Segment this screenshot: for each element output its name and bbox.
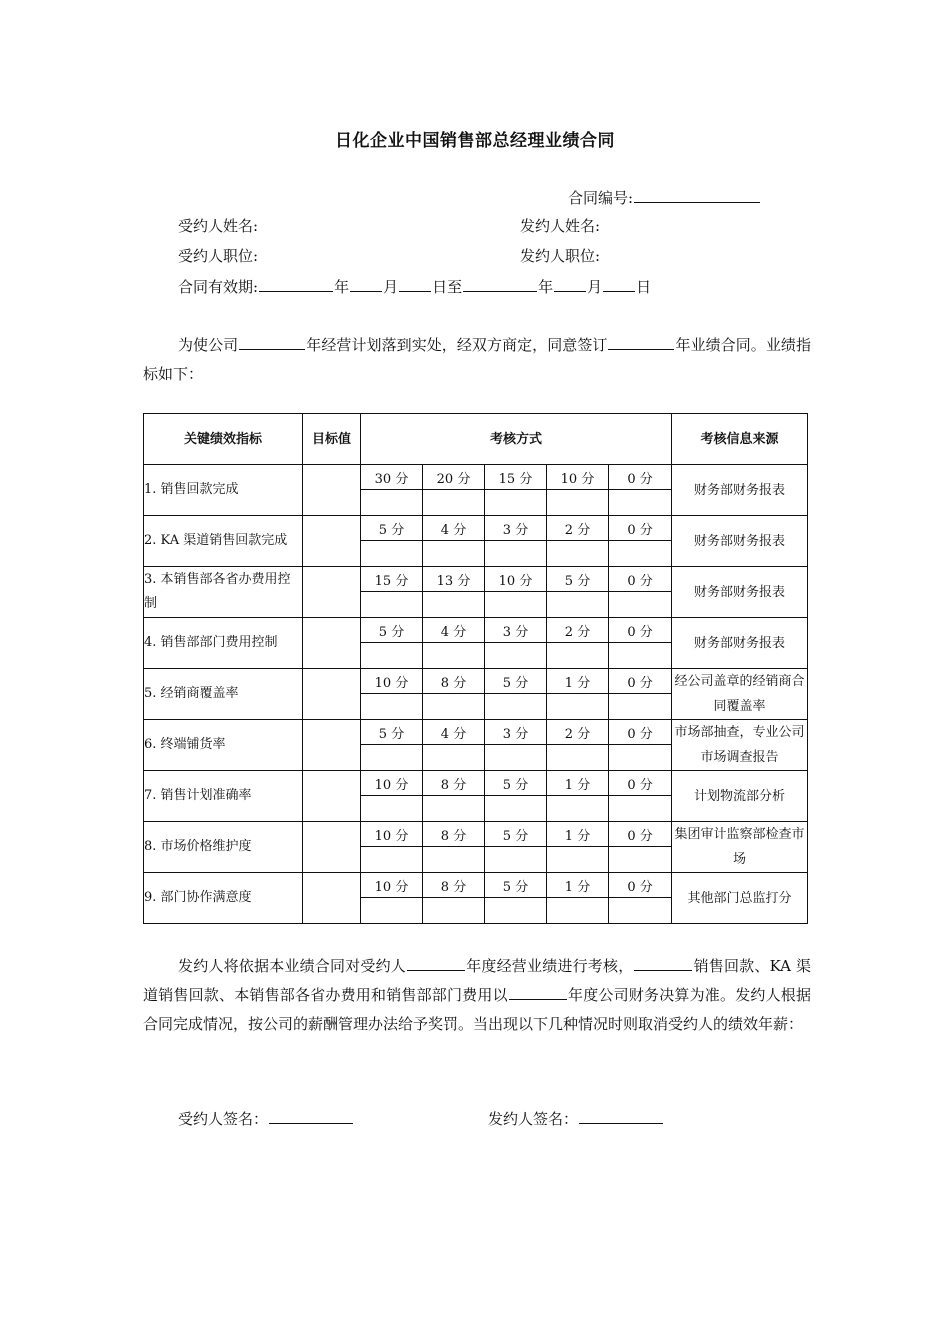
kpi-table <box>143 413 808 924</box>
issuer-signature-line <box>488 1108 664 1129</box>
closing-paragraph <box>143 952 811 1039</box>
target-value-cell[interactable] <box>303 720 361 771</box>
sales-year-blank[interactable] <box>634 955 692 971</box>
score-cell: 1 分 <box>547 669 609 694</box>
closing-text-3: 销售回款、KA 渠道销售回款、本销售部各省办费用和销售部部门费用以 <box>143 957 811 1004</box>
year-text: 年 <box>538 278 554 296</box>
end-day-blank[interactable] <box>603 276 635 292</box>
kpi-name-cell: 4. 销售部部门费用控制 <box>144 618 303 669</box>
actual-score-cell[interactable] <box>361 745 423 771</box>
recipient-position-label: 受约人职位: <box>178 247 259 265</box>
table-row <box>144 720 808 745</box>
actual-score-cell[interactable] <box>485 745 547 771</box>
actual-score-cell[interactable] <box>423 745 485 771</box>
actual-score-cell[interactable] <box>547 694 609 720</box>
score-cell: 3 分 <box>485 618 547 643</box>
contract-number-line <box>568 187 761 208</box>
source-cell: 财务部财务报表 <box>672 465 808 516</box>
actual-score-cell[interactable] <box>485 847 547 873</box>
actual-score-cell[interactable] <box>423 592 485 618</box>
closing-text-2: 年度经营业绩进行考核， <box>466 957 634 975</box>
actual-score-cell[interactable] <box>609 898 672 924</box>
plan-year-blank[interactable] <box>239 334 305 350</box>
actual-score-cell[interactable] <box>423 694 485 720</box>
actual-score-cell[interactable] <box>361 847 423 873</box>
score-cell: 0 分 <box>609 873 672 898</box>
score-cell: 5 分 <box>485 669 547 694</box>
target-value-cell[interactable] <box>303 822 361 873</box>
score-cell: 5 分 <box>485 822 547 847</box>
actual-score-cell[interactable] <box>609 745 672 771</box>
start-day-blank[interactable] <box>399 276 431 292</box>
source-cell: 集团审计监察部检查市场 <box>672 822 808 873</box>
score-cell: 0 分 <box>609 720 672 745</box>
score-cell: 2 分 <box>547 720 609 745</box>
score-cell: 0 分 <box>609 669 672 694</box>
issuer-signature-label: 发约人签名： <box>488 1110 579 1128</box>
actual-score-cell[interactable] <box>423 898 485 924</box>
score-cell: 5 分 <box>485 873 547 898</box>
actual-score-cell[interactable] <box>485 541 547 567</box>
score-cell: 4 分 <box>423 720 485 745</box>
day-text: 日 <box>636 278 652 296</box>
score-cell: 15 分 <box>485 465 547 490</box>
target-value-cell[interactable] <box>303 618 361 669</box>
recipient-signature-blank[interactable] <box>269 1108 353 1124</box>
issuer-name-label: 发约人姓名: <box>520 217 601 235</box>
score-cell: 13 分 <box>423 567 485 592</box>
actual-score-cell[interactable] <box>423 541 485 567</box>
intro-text-3: 年业绩合同。业绩指标如下： <box>143 336 811 383</box>
actual-score-cell[interactable] <box>361 541 423 567</box>
year-text: 年 <box>334 278 350 296</box>
score-cell: 8 分 <box>423 771 485 796</box>
table-row <box>144 516 808 541</box>
target-value-cell[interactable] <box>303 516 361 567</box>
day-to-text: 日至 <box>432 278 463 296</box>
score-cell: 5 分 <box>361 720 423 745</box>
issuer-position-label: 发约人职位: <box>520 247 601 265</box>
actual-score-cell[interactable] <box>609 796 672 822</box>
score-cell: 5 分 <box>547 567 609 592</box>
target-value-cell[interactable] <box>303 771 361 822</box>
table-row <box>144 618 808 643</box>
target-value-cell[interactable] <box>303 873 361 924</box>
actual-score-cell[interactable] <box>361 898 423 924</box>
kpi-name-cell: 9. 部门协作满意度 <box>144 873 303 924</box>
target-value-cell[interactable] <box>303 567 361 618</box>
kpi-name-cell: 2. KA 渠道销售回款完成 <box>144 516 303 567</box>
finance-year-blank[interactable] <box>509 984 567 1000</box>
header-source: 考核信息来源 <box>672 414 808 465</box>
intro-paragraph <box>143 331 811 389</box>
score-cell: 30 分 <box>361 465 423 490</box>
kpi-name-cell: 5. 经销商覆盖率 <box>144 669 303 720</box>
recipient-name-label: 受约人姓名: <box>178 217 259 235</box>
score-cell: 0 分 <box>609 567 672 592</box>
table-row <box>144 771 808 796</box>
intro-text-2: 年经营计划落到实处，经双方商定，同意签订 <box>306 336 608 354</box>
actual-score-cell[interactable] <box>485 592 547 618</box>
score-cell: 20 分 <box>423 465 485 490</box>
start-year-blank[interactable] <box>259 276 333 292</box>
actual-score-cell[interactable] <box>609 541 672 567</box>
actual-score-cell[interactable] <box>361 643 423 669</box>
score-cell: 10 分 <box>361 873 423 898</box>
score-cell: 5 分 <box>361 618 423 643</box>
month-text: 月 <box>587 278 603 296</box>
end-month-blank[interactable] <box>554 276 586 292</box>
kpi-name-cell: 7. 销售计划准确率 <box>144 771 303 822</box>
actual-score-cell[interactable] <box>361 592 423 618</box>
score-cell: 3 分 <box>485 516 547 541</box>
score-cell: 0 分 <box>609 822 672 847</box>
actual-score-cell[interactable] <box>361 694 423 720</box>
score-cell: 10 分 <box>485 567 547 592</box>
actual-score-cell[interactable] <box>547 490 609 516</box>
actual-score-cell[interactable] <box>609 592 672 618</box>
actual-score-cell[interactable] <box>423 796 485 822</box>
score-cell: 10 分 <box>361 822 423 847</box>
actual-score-cell[interactable] <box>547 796 609 822</box>
score-cell: 15 分 <box>361 567 423 592</box>
closing-text-4: 年度公司财务决算为准。发约人根据合同完成情况，按公司的薪酬管理办法给予奖罚。当出现以下几种情况时则取消受约人的绩效年薪： <box>143 986 811 1033</box>
month-text: 月 <box>383 278 399 296</box>
header-target: 目标值 <box>303 414 361 465</box>
actual-score-cell[interactable] <box>547 643 609 669</box>
score-cell: 10 分 <box>361 669 423 694</box>
document-title: 日化企业中国销售部总经理业绩合同 <box>335 131 615 151</box>
actual-score-cell[interactable] <box>609 847 672 873</box>
actual-score-cell[interactable] <box>547 592 609 618</box>
score-cell: 10 分 <box>547 465 609 490</box>
score-cell: 8 分 <box>423 873 485 898</box>
actual-score-cell[interactable] <box>547 541 609 567</box>
actual-score-cell[interactable] <box>609 490 672 516</box>
source-cell: 计划物流部分析 <box>672 771 808 822</box>
issuer-signature-blank[interactable] <box>579 1108 663 1124</box>
source-cell: 财务部财务报表 <box>672 516 808 567</box>
recipient-signature-line <box>178 1108 354 1129</box>
score-cell: 0 分 <box>609 465 672 490</box>
actual-score-cell[interactable] <box>485 796 547 822</box>
score-cell: 0 分 <box>609 618 672 643</box>
table-row <box>144 465 808 490</box>
actual-score-cell[interactable] <box>485 694 547 720</box>
score-cell: 4 分 <box>423 516 485 541</box>
score-cell: 2 分 <box>547 618 609 643</box>
kpi-name-cell: 8. 市场价格维护度 <box>144 822 303 873</box>
score-cell: 2 分 <box>547 516 609 541</box>
actual-score-cell[interactable] <box>423 490 485 516</box>
source-cell: 财务部财务报表 <box>672 618 808 669</box>
actual-score-cell[interactable] <box>423 847 485 873</box>
source-cell: 市场部抽查，专业公司市场调查报告 <box>672 720 808 771</box>
kpi-name-cell: 3. 本销售部各省办费用控制 <box>144 567 303 618</box>
header-method: 考核方式 <box>361 414 672 465</box>
end-year-blank[interactable] <box>463 276 537 292</box>
kpi-name-cell: 6. 终端铺货率 <box>144 720 303 771</box>
score-cell: 10 分 <box>361 771 423 796</box>
actual-score-cell[interactable] <box>609 643 672 669</box>
actual-score-cell[interactable] <box>547 745 609 771</box>
table-row <box>144 669 808 694</box>
recipient-signature-label: 受约人签名： <box>178 1110 269 1128</box>
score-cell: 8 分 <box>423 669 485 694</box>
actual-score-cell[interactable] <box>485 490 547 516</box>
kpi-name-cell: 1. 销售回款完成 <box>144 465 303 516</box>
target-value-cell[interactable] <box>303 669 361 720</box>
score-cell: 0 分 <box>609 771 672 796</box>
start-month-blank[interactable] <box>350 276 382 292</box>
eval-year-blank[interactable] <box>407 955 465 971</box>
intro-text-1: 为使公司 <box>178 336 239 354</box>
actual-score-cell[interactable] <box>547 898 609 924</box>
actual-score-cell[interactable] <box>485 643 547 669</box>
actual-score-cell[interactable] <box>423 643 485 669</box>
source-cell: 经公司盖章的经销商合同覆盖率 <box>672 669 808 720</box>
score-cell: 8 分 <box>423 822 485 847</box>
score-cell: 1 分 <box>547 873 609 898</box>
score-cell: 1 分 <box>547 822 609 847</box>
validity-label: 合同有效期: <box>178 278 259 296</box>
score-cell: 0 分 <box>609 516 672 541</box>
actual-score-cell[interactable] <box>547 847 609 873</box>
actual-score-cell[interactable] <box>609 694 672 720</box>
source-cell: 财务部财务报表 <box>672 567 808 618</box>
actual-score-cell[interactable] <box>361 490 423 516</box>
contract-number-blank[interactable] <box>634 187 760 203</box>
contract-year-blank[interactable] <box>608 334 674 350</box>
target-value-cell[interactable] <box>303 465 361 516</box>
closing-text-1: 发约人将依据本业绩合同对受约人 <box>178 957 406 975</box>
actual-score-cell[interactable] <box>485 898 547 924</box>
header-kpi: 关键绩效指标 <box>144 414 303 465</box>
table-row <box>144 873 808 898</box>
table-row <box>144 567 808 592</box>
score-cell: 4 分 <box>423 618 485 643</box>
score-cell: 1 分 <box>547 771 609 796</box>
actual-score-cell[interactable] <box>361 796 423 822</box>
score-cell: 5 分 <box>485 771 547 796</box>
score-cell: 5 分 <box>361 516 423 541</box>
table-row <box>144 822 808 847</box>
contract-number-label: 合同编号: <box>568 189 634 207</box>
score-cell: 3 分 <box>485 720 547 745</box>
validity-line <box>178 276 651 297</box>
source-cell: 其他部门总监打分 <box>672 873 808 924</box>
